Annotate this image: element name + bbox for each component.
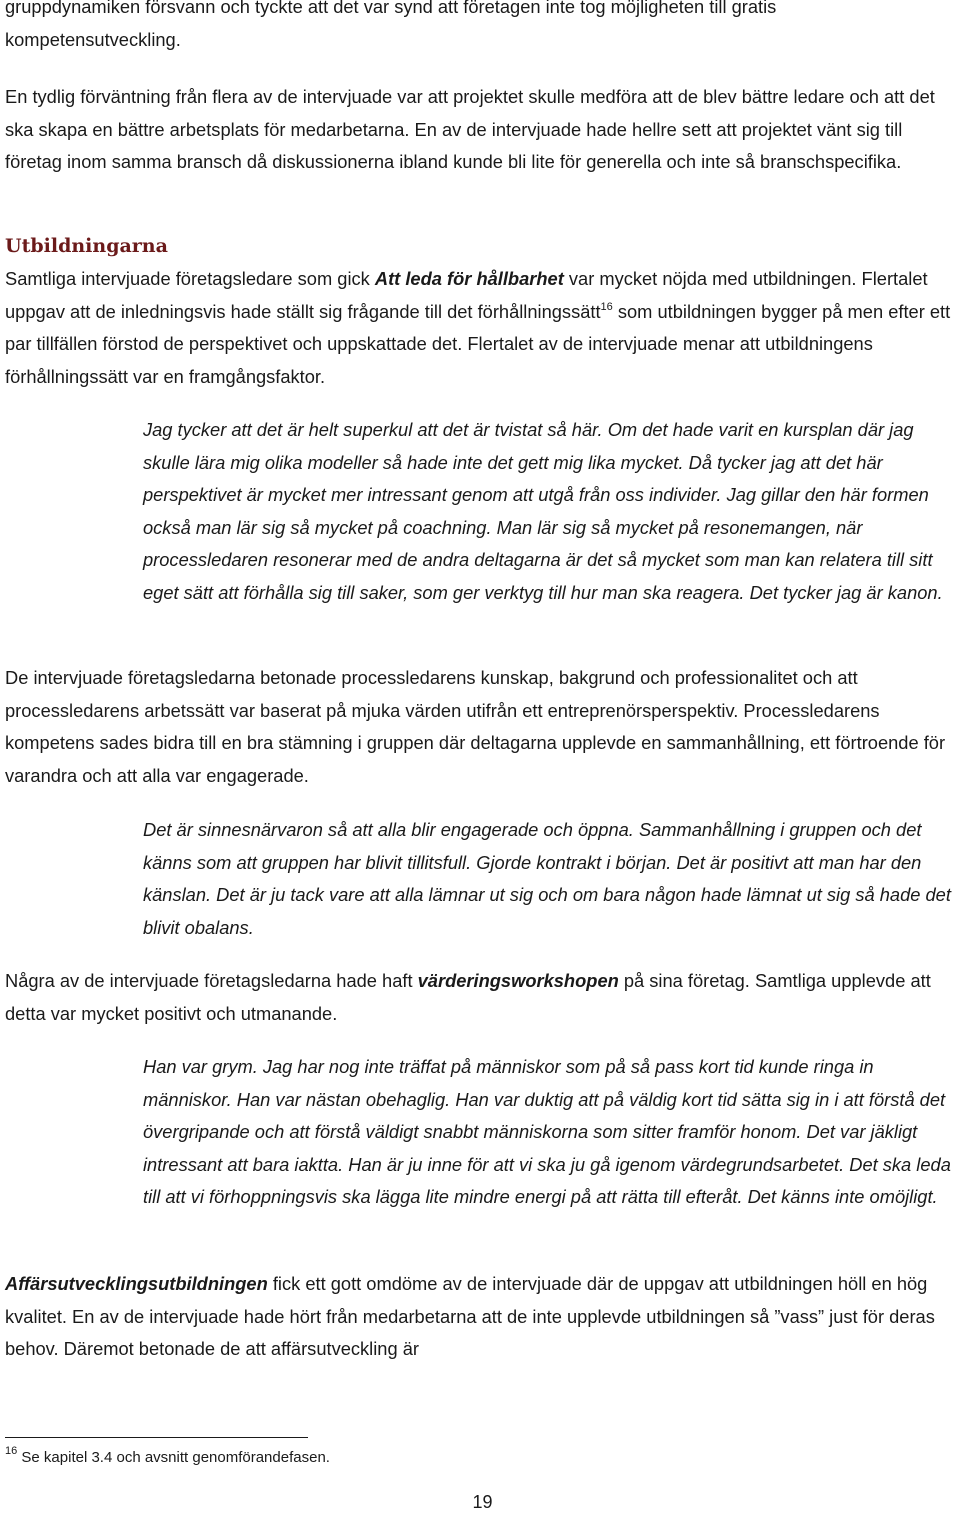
paragraph-business-development [5,1268,955,1366]
paragraph-expectations: En tydlig förväntning från flera av de intervjuade var att projektet skulle medföra att de blev bättre ledare och att det ska skapa en bättre arbetsplats för medarbetarna. En av de intervjuade hade hellre sett att projektet vänt sig till företag inom samma bransch då diskussionerna ibland kunde bli lite för generella och inte så branschspecifika. [5,86,935,172]
program-name-emphasis: Affärsutvecklingsutbildningen [5,1273,268,1294]
footnote-reference[interactable]: 16 [600,300,613,313]
footnote [5,1446,330,1470]
course-name-emphasis: Att leda för hållbarhet [374,268,564,289]
paragraph-text: var mycket nöjda med utbildningen. Flertalet uppgav att de inledningsvis hade ställt sig frågande till det förhållningssätt [5,268,928,322]
footnote-separator [5,1437,308,1438]
workshop-name-emphasis: värderingsworkshopen [417,970,619,991]
footnote-text: Se kapitel 3.4 och avsnitt genomförandefasen. [17,1449,330,1466]
section-heading: Utbildningarna [5,235,168,257]
page-number: 19 [472,1492,493,1512]
paragraph-text: som utbildningen bygger på men efter ett par tillfällen förstod de perspektivet och uppskattade det. Flertalet av de intervjuade menar att utbildningens förhållningssätt var en framgångsfaktor. [5,300,951,387]
paragraph-text: Några av de intervjuade företagsledarna hade haft [5,970,418,991]
paragraph-text: Samtliga intervjuade företagsledare som gick [5,268,375,289]
quote-block-2: Det är sinnesnärvaron så att alla blir engagerade och öppna. Sammanhållning i gruppen och det känns som att gruppen har blivit tillitsfull. Gjorde kontrakt i början. Det är positivt att man har den känslan. Det är ju tack vare att alla lämnar ut sig och om bara någon hade lämnat ut sig så hade det blivit obalans. [143,819,951,938]
paragraph-intro: gruppdynamiken försvann och tyckte att det var synd att företagen inte tog möjligheten till gratis kompetensutveckling. [5,0,777,50]
quote-block-3: Han var grym. Jag har nog inte träffat på människor som på så pass kort tid kunde ringa in människor. Han var nästan obehaglig. Han var duktig att på väldig kort tid sätta sig in i att förstå det övergripande och att förstå väldigt snabbt människorna som sitter framför honom. Det var jäkligt intressant att bara iaktta. Han är ju inne för att vi ska ju gå igenom värdegrundsarbetet. Det ska leda till att vi förhoppningsvis ska lägga lite mindre energi på att rätta till efteråt. Det känns inte omöjligt. [143,1056,951,1207]
quote-block-1: Jag tycker att det är helt superkul att det är tvistat så här. Om det hade varit en kursplan där jag skulle lära mig olika modeller så hade inte det gett mig lika mycket. Då tycker jag att det här perspektivet är mycket mer intressant genom att utgå från oss individer. Jag gillar den här formen också man lär sig så mycket på coachning. Man lär sig så mycket på resonemangen, när processledaren resonerar med de andra deltagarna är det så mycket som man kan relatera till sitt eget sätt att förhålla sig till saker, som ger verktyg till hur man ska reagera. Det tycker jag är kanon. [143,419,943,603]
paragraph-workshop [5,965,955,1030]
paragraph-process-leader: De intervjuade företagsledarna betonade processledarens kunskap, bakgrund och professionalitet och att processledarens arbetssätt var baserat på mjuka värden utifrån ett entreprenörsperspektiv. Processledarens kompetens sades bidra till en bra stämning i gruppen där deltagarna upplevde en sammanhållning, ett förtroende för varandra och att alla var engagerade. [5,667,946,786]
footnote-number: 16 [5,1445,18,1457]
paragraph-education [5,263,955,393]
paragraph-text: fick ett gott omdöme av de intervjuade där de uppgav att utbildningen höll en hög kvalitet. En av de intervjuade hade hört från medarbetarna att de inte upplevde utbildningen så ”vass” just för deras behov. Däremot betonade de att affärsutveckling är [5,1273,935,1359]
paragraph-text: på sina företag. Samtliga upplevde att detta var mycket positivt och utmanande. [5,970,931,1024]
